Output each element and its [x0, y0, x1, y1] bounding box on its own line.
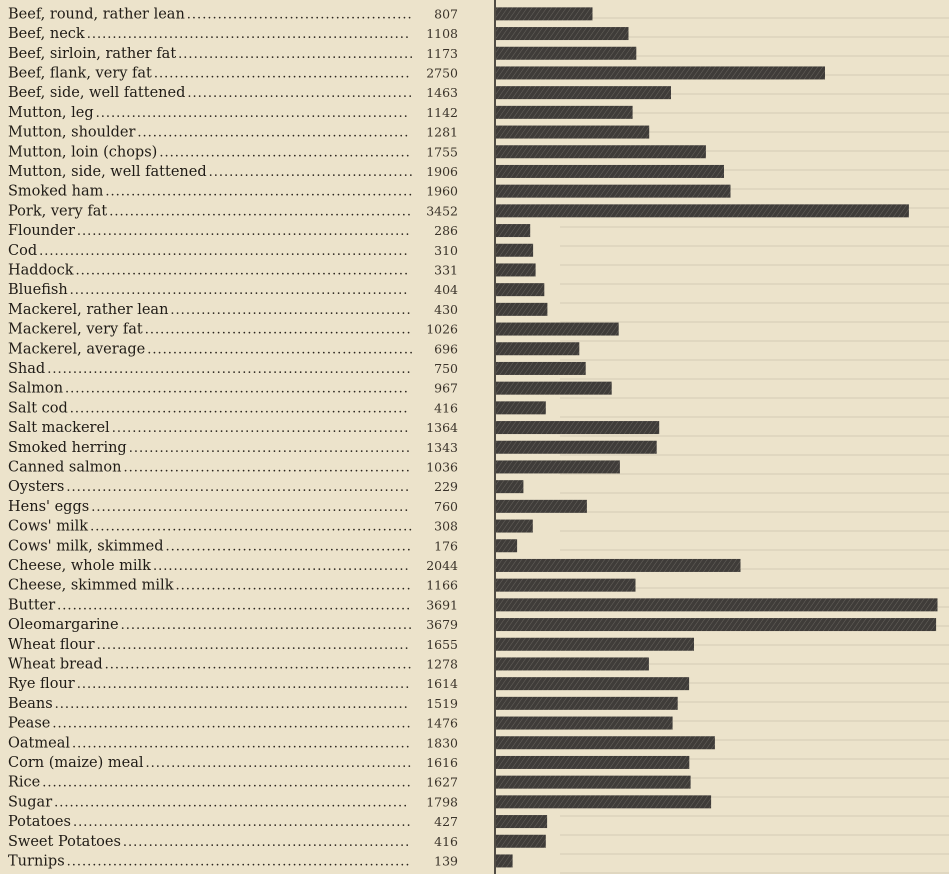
category-label: Mutton, loin (chops): [8, 144, 158, 161]
value-label: 416: [434, 833, 458, 849]
value-label: 229: [434, 479, 458, 495]
value-label: 1108: [426, 26, 458, 42]
bar: [496, 382, 612, 395]
leader-dots: ............................................: [186, 7, 413, 23]
category-label: Pork, very fat: [8, 203, 108, 220]
bar: [496, 244, 533, 257]
bar: [496, 460, 620, 473]
bar: [496, 598, 938, 611]
value-label: 310: [434, 242, 458, 258]
bar: [496, 795, 711, 808]
bar: [496, 677, 689, 690]
leader-dots: ........................................: [208, 164, 414, 180]
bar: [496, 126, 649, 139]
category-label: Mutton, side, well fattened: [8, 163, 207, 180]
leader-dots: ...................................................................: [66, 854, 411, 870]
category-label: Beef, side, well fattened: [8, 85, 186, 102]
value-label: 308: [434, 518, 458, 534]
bar: [496, 106, 633, 119]
leader-dots: ..................................................................: [72, 815, 412, 831]
bar: [496, 401, 546, 414]
leader-dots: .........................................................: [120, 618, 414, 634]
leader-dots: ..............................................................: [91, 499, 410, 515]
leader-dots: ....................................................: [145, 755, 413, 771]
leader-dots: ...........................................................: [109, 204, 412, 220]
bar: [496, 7, 593, 20]
value-label: 696: [434, 341, 458, 357]
bar: [496, 480, 523, 493]
category-label: Pease: [8, 715, 51, 732]
bar: [496, 86, 671, 99]
bar: [496, 66, 825, 79]
category-label: Potatoes: [8, 814, 71, 831]
bar: [496, 835, 546, 848]
category-label: Cheese, skimmed milk: [8, 577, 174, 594]
leader-dots: .....................................................................: [54, 795, 409, 811]
bar: [496, 165, 724, 178]
value-label: 1519: [426, 695, 458, 711]
value-label: 176: [434, 538, 458, 554]
leader-dots: .....................................................: [137, 125, 410, 141]
value-label: 967: [434, 380, 458, 396]
leader-dots: ..................................................................: [69, 401, 409, 417]
category-label: Oysters: [8, 479, 65, 496]
category-label: Cows' milk, skimmed: [8, 538, 164, 555]
leader-dots: .......................................................................: [47, 361, 412, 377]
value-label: 1616: [426, 754, 458, 770]
bar: [496, 283, 544, 296]
value-label: 1142: [426, 104, 458, 120]
value-label: 1830: [426, 735, 458, 751]
bar: [496, 145, 706, 158]
value-label: 1281: [426, 124, 458, 140]
category-label: Mackerel, average: [8, 341, 146, 358]
value-label: 1798: [426, 794, 458, 810]
category-label: Flounder: [8, 223, 75, 240]
category-label: Beef, sirloin, rather fat: [8, 45, 177, 62]
category-label: Salmon: [8, 380, 64, 397]
bar: [496, 204, 909, 217]
leader-dots: ................................................: [165, 539, 412, 555]
leader-dots: ..............................................: [175, 578, 412, 594]
bar: [496, 579, 636, 592]
leader-dots: ........................................................: [123, 460, 411, 476]
value-label: 3679: [426, 617, 458, 633]
category-label: Corn (maize) meal: [8, 754, 144, 771]
category-label: Canned salmon: [8, 459, 122, 476]
value-label: 1364: [426, 420, 458, 436]
category-label: Sugar: [8, 794, 53, 811]
category-label: Beef, flank, very fat: [8, 65, 152, 82]
leader-dots: .................................................................: [76, 224, 411, 240]
category-label: Haddock: [8, 262, 74, 279]
bar: [496, 697, 678, 710]
value-label: 1906: [426, 163, 458, 179]
value-label: 331: [434, 262, 458, 278]
category-label: Mutton, shoulder: [8, 124, 136, 141]
value-label: 750: [434, 360, 458, 376]
value-label: 1463: [426, 85, 458, 101]
leader-dots: ......................................................................: [52, 716, 412, 732]
category-label: Sweet Potatoes: [8, 833, 121, 850]
leader-dots: ...................................................................: [66, 480, 411, 496]
leader-dots: ........................................................: [122, 834, 411, 850]
value-label: 1036: [426, 459, 458, 475]
value-label: 1614: [426, 676, 458, 692]
bar: [496, 185, 731, 198]
leader-dots: ..................................................................: [69, 283, 409, 299]
leader-dots: ..............................................: [178, 46, 415, 62]
bar: [496, 520, 533, 533]
category-label: Cows' milk: [8, 518, 89, 535]
category-label: Oleomargarine: [8, 617, 119, 634]
bar: [496, 224, 530, 237]
category-label: Shad: [8, 360, 46, 377]
value-label: 1960: [426, 183, 458, 199]
category-label: Salt cod: [8, 400, 68, 417]
leader-dots: ..................................................: [152, 558, 410, 574]
bar: [496, 756, 689, 769]
category-label: Beef, round, rather lean: [8, 6, 185, 23]
value-label: 760: [434, 498, 458, 514]
category-label: Cheese, whole milk: [8, 557, 151, 574]
value-label: 416: [434, 400, 458, 416]
bar: [496, 638, 694, 651]
bar: [496, 815, 547, 828]
leader-dots: .............................................................: [96, 637, 410, 653]
value-label: 1627: [426, 774, 458, 790]
category-label: Mutton, leg: [8, 104, 94, 121]
value-label: 286: [434, 223, 458, 239]
bar: [496, 657, 649, 670]
leader-dots: ........................................................................: [42, 775, 412, 791]
leader-dots: ..................................................................: [71, 736, 411, 752]
bar: [496, 47, 636, 60]
leader-dots: .......................................................: [128, 440, 411, 456]
category-label: Wheat bread: [8, 656, 103, 673]
value-label: 1173: [426, 45, 458, 61]
category-label: Smoked ham: [8, 183, 104, 200]
value-label: 1026: [426, 321, 458, 337]
value-label: 1755: [426, 144, 458, 160]
leader-dots: .....................................................................: [54, 696, 409, 712]
category-label: Beef, neck: [8, 26, 85, 43]
bar: [496, 362, 586, 375]
bar: [496, 736, 715, 749]
bar: [496, 539, 517, 552]
leader-dots: .....................................................................: [57, 598, 412, 614]
bar: [496, 441, 657, 454]
bar: [496, 717, 673, 730]
leader-dots: ...............................................................: [86, 27, 411, 43]
bar: [496, 776, 691, 789]
value-label: 427: [434, 814, 458, 830]
bar: [496, 303, 547, 316]
category-label: Oatmeal: [8, 735, 70, 752]
category-label: Wheat flour: [8, 636, 95, 653]
leader-dots: ............................................................: [104, 657, 413, 673]
value-label: 3691: [426, 597, 458, 613]
leader-dots: ...............................................: [170, 302, 412, 318]
value-label: 2044: [426, 557, 458, 573]
bar: [496, 342, 579, 355]
category-label: Rice: [8, 774, 41, 791]
bar: [496, 500, 587, 513]
leader-dots: ............................................................: [105, 184, 414, 200]
category-label: Cod: [8, 242, 38, 259]
bar: [496, 323, 619, 336]
leader-dots: ..................................................: [153, 66, 411, 82]
leader-dots: .................................................................: [75, 263, 410, 279]
category-label: Hens' eggs: [8, 498, 90, 515]
bar: [496, 263, 536, 276]
leader-dots: ....................................................: [147, 342, 415, 358]
category-label: Turnips: [8, 853, 65, 870]
leader-dots: ....................................................: [144, 322, 412, 338]
value-label: 1476: [426, 715, 458, 731]
category-label: Butter: [8, 597, 56, 614]
value-label: 404: [434, 282, 458, 298]
leader-dots: .................................................: [159, 145, 411, 161]
leader-dots: ........................................................................: [39, 243, 409, 259]
bar: [496, 854, 513, 867]
value-label: 3452: [426, 203, 458, 219]
leader-dots: ...............................................................: [90, 519, 414, 535]
value-label: 430: [434, 301, 458, 317]
bar: [496, 618, 936, 631]
value-label: 1343: [426, 439, 458, 455]
category-label: Beans: [8, 695, 53, 712]
leader-dots: ...................................................................: [65, 381, 409, 397]
category-label: Mackerel, rather lean: [8, 301, 169, 318]
leader-dots: .............................................................: [95, 105, 409, 121]
leader-dots: .................................................................: [76, 677, 411, 693]
value-label: 2750: [426, 65, 458, 81]
category-label: Smoked herring: [8, 439, 127, 456]
value-label: 1166: [426, 577, 458, 593]
leader-dots: ..........................................................: [111, 421, 410, 437]
category-label: Salt mackerel: [8, 420, 110, 437]
bar: [496, 27, 629, 40]
value-label: 139: [434, 853, 458, 869]
bar: [496, 421, 659, 434]
value-label: 1655: [426, 636, 458, 652]
category-label: Mackerel, very fat: [8, 321, 143, 338]
leader-dots: ............................................: [187, 86, 414, 102]
value-label: 807: [434, 6, 458, 22]
category-label: Rye flour: [8, 676, 75, 693]
value-label: 1278: [426, 656, 458, 672]
bar: [496, 559, 741, 572]
category-label: Bluefish: [8, 282, 68, 299]
